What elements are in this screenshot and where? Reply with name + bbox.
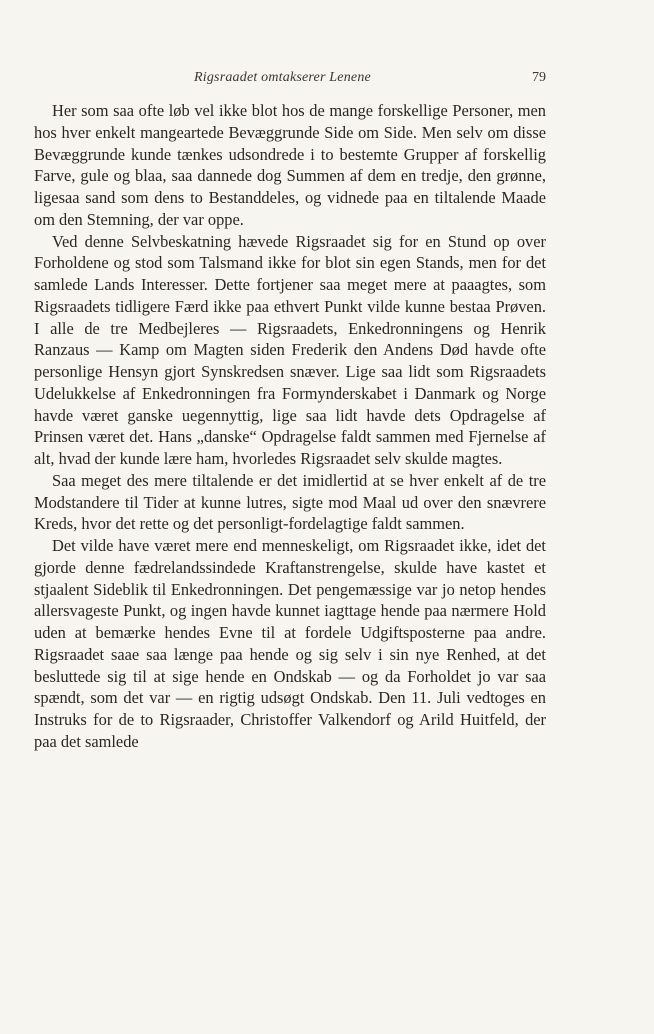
running-header — [36, 70, 546, 90]
paragraph-2: Ved denne Selvbeskatning hævede Rigsraadet sig for en Stund op over Forholdene og stod som Talsmand ikke for blot sin egen Stands, men for det samlede Lands Interesser. Dette fortjener saa meget mere at paaagtes, som Rigsraadets tidligere Færd ikke paa ethvert Punkt vilde kunne bestaa Prøven. I alle de tre Medbejleres — Rigsraadets, Enkedronningens og Henrik Ranzaus — Kamp om Magten siden Frederik den Andens Død havde ofte personlige Hensyn gjort Synskredsen snæver. Lige saa lidt som Rigsraadets Udelukkelse af Enkedronningen fra Formynderskabet i Danmark og Norge havde været ganske uegennyttig, lige saa lidt havde dets Opdragelse af Prinsen været det. Hans „danske“ Opdragelse faldt sammen med Fjernelse af alt, hvad der kunde lære ham, hvorledes Rigsraadet selv skulde magtes. — [34, 231, 546, 468]
paragraph-1: Her som saa ofte løb vel ikke blot hos de mange forskellige Personer, men hos hver enkelt mangeartede Bevæggrunde Side om Side. Men selv om disse Bevæggrunde kunde tænkes udsondrede i to bestemte Grupper af forskellig Farve, gule og blaa, saa dannede dog Summen af dem en tredje, den grønne, ligesaa sand som dens to Bestanddeles, og vidnede paa en tiltalende Maade om den Stemning, der var oppe. — [34, 101, 546, 229]
paragraph-4: Det vilde have været mere end menneskeligt, om Rigsraadet ikke, idet det gjorde denne fædrelandssindede Kraftanstrengelse, skulde have kastet et stjaalent Sideblik til Enkedronningen. Det pengemæssige var jo netop hendes allersvageste Punkt, og ingen havde kunnet iagttage hende paa nærmere Hold uden at bemærke hendes Evne til at fordele Udgiftsposterne paa andre. Rigsraadet saae saa længe paa hende og sig selv i sin nye Renhed, at det besluttede sig til at sige hende en Ondskab — og da Forholdet jo var saa spændt, som det var — en rigtig udsøgt Ondskab. Den 11. Juli vedtoges en Instruks for de to Rigsraader, Christoffer Valkendorf og Arild Huitfeld, der paa det samlede — [34, 536, 546, 751]
body-text — [34, 100, 546, 753]
running-title: Rigsraadet omtakserer Lenene — [194, 70, 371, 85]
page-number: 79 — [532, 70, 546, 85]
paragraph-3: Saa meget des mere tiltalende er det imidlertid at se hver enkelt af de tre Modstandere til Tider at kunne lutres, sigte mod Maal ud over den snævrere Kreds, hvor det rette og det personligt-fordelagtige faldt sammen. — [34, 470, 546, 534]
